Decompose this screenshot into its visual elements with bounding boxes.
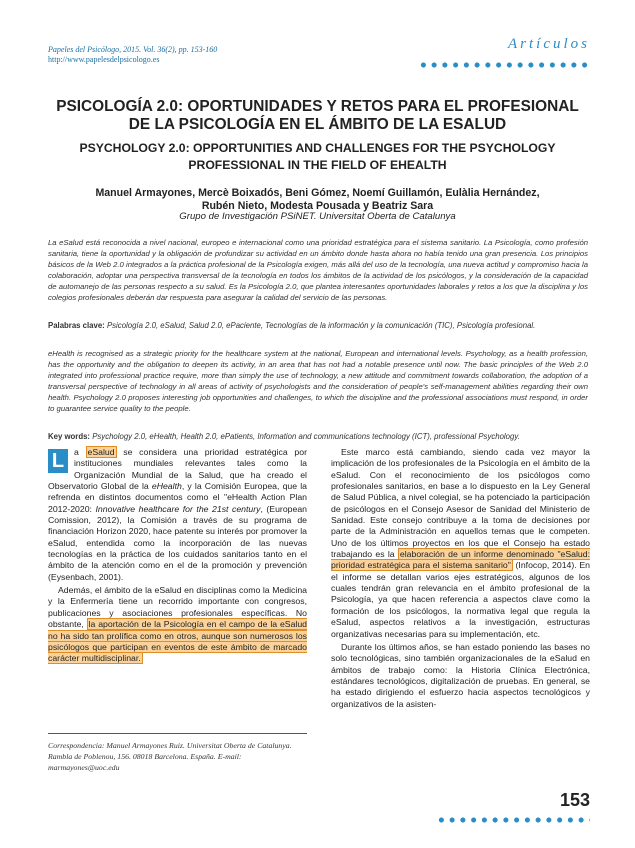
correspondence-label: Correspondencia: [48, 741, 105, 750]
text-run: , y la Comisión Europea, que la refrenda en distintos documentos como el "eHealth Action Plan 2012-2020: [48, 481, 307, 514]
abstract-english: eHealth is recognised as a strategic priority for the healthcare system at the national, European and international levels. Psychology, as a health profession, has the opportunity and the obligation to deepen its activity, in an area that has not had a notable presence until now. The basic principles of the Web 2.0 integrated into professional practice require, more than simply the use of technology, a new attitude and commitment towards collaboration, the adoption of a transversal perspective of technology in all areas of activity of psychologists and the consideration of people's self-management abilities regarding their own health. Psychology 2.0 proposes interesting job opportunities and challenges, to which the discipline and the professional associations must respond, in order to guarantee service quality to the people. [48, 349, 588, 413]
title-spanish [40, 98, 595, 134]
keywords-spanish-list: Psicología 2.0, eSalud, Salud 2.0, ePaciente, Tecnologías de la información y la comunicación (TIC), Psicología profesional. [104, 321, 536, 330]
title-spanish-line-2: DE LA PSICOLOGÍA EN EL ÁMBITO DE LA ESALUD [128, 116, 507, 133]
text-run: a [74, 447, 86, 457]
paragraph-2 [48, 585, 307, 664]
text-run-italic: eHealth [151, 481, 182, 492]
journal-citation: Papeles del Psicólogo, 2015. Vol. 36(2), pp. 153-160 [48, 45, 218, 54]
text-run: Además, el ámbito de la eSalud en disciplinas como la Medicina y la Enfermería tiene un recorrido importante con congresos, publicaciones y asociaciones profesionales específicas. No obstante, [48, 585, 307, 630]
keywords-spanish [48, 320, 588, 331]
decorative-dot-row-bottom [436, 817, 590, 823]
title-spanish-line-1: PSICOLOGÍA 2.0: OPORTUNIDADES Y RETOS PARA EL PROFESIONAL [56, 98, 579, 115]
highlight-annotation[interactable]: la aportación de la Psicología en el campo de la eSalud no ha sido tan prolífica como en otros, aunque son numerosos los psicólogos que participan en eventos de este ámbito de marcado carácter multidisciplinar. [48, 619, 307, 664]
body-column-right [331, 447, 590, 712]
body-column-left [48, 447, 307, 667]
correspondence-text: Manuel Armayones Ruiz. Universitat Oberta de Catalunya. Rambla de Poblenou, 156. 08018 Barcelona. España. E-mail: marmayones@uoc.edu [48, 741, 292, 772]
paragraph-4: Durante los últimos años, se han estado poniendo las bases no solo tecnológicas, sino también organizacionales de la eSalud en ámbitos de trabajo como: la Historia Clínica Electrónica, estándares tecnológicos, digitalización de pruebas. En general, se ha estado dirigiendo el esfuerzo hacia aspectos tecnológicos y organizativos de la asisten- [331, 641, 590, 709]
text-run: Este marco está cambiando, siendo cada vez mayor la implicación de los profesionales de la Psicología en el ámbito de la eSalud. Con el reconocimiento de los psicólogos como profesionales sanitarios, en base a lo dispuesto en la Ley General de Salud Pública, a nivel colegial, se ha potenciado la participación de psicólogos en el Consejo Asesor de Sanidad del Ministerio de Sanidad. Este consejo contribuye a la toma de decisiones por parte de la Administración en aquellos temas que le competen. Uno de los últimos proyectos en los que el Consejo ha estado trabajando es la [331, 447, 590, 560]
text-run: , (European Comission, 2012), la Comisión a través de su programa de financiación Horizon 2020, hace patente su interés por promover la eSalud, entendida como la incorporación de las nuevas tecnologías en la práctica de los cuidados sanitarios tanto en el ámbito de la atención como en el de la promoción y prevención (Eysenbach, 2001). [48, 503, 307, 582]
authors-line-2: Rubén Nieto, Modesta Pousada y Beatriz Sara [201, 200, 434, 212]
footnote-divider [48, 733, 307, 734]
correspondence-footnote [48, 740, 307, 773]
drop-cap: L [48, 449, 68, 473]
highlight-annotation[interactable]: elaboración de un informe denominado "eSalud: prioridad estratégica para el sistema sanitario" [331, 549, 590, 571]
journal-url-link[interactable]: http://www.papelesdelpsicologo.es [48, 55, 160, 64]
keywords-english [48, 431, 588, 442]
abstract-spanish: La eSalud está reconocida a nivel nacional, europeo e internacional como una prioridad estratégica para el sistema sanitario. La Psicología, como profesión sanitaria, tiene la oportunidad y la obligación de profundizar su actividad en un ámbito donde hasta ahora no había tenido una gran presencia. Los principios básicos de la Web 2.0 integrados a la práctica profesional de la Psicología exigen, más allá del uso de la tecnología, una nueva actitud y compromiso hacia la colaboración, adoptar una perspectiva transversal de la tecnología en todos los ámbitos de la actividad de los psicólogos, y la consideración de la capacidad de automanejo de las personas respecto a su salud. Es la Psicología 2.0, que plantea interesantes oportunidades laborales y retos a los que la disciplina y los colegios profesionales deberán dar respuesta para asegurar la calidad del servicio de las personas. [48, 238, 588, 302]
author-list [40, 187, 595, 213]
authors-line-1: Manuel Armayones, Mercè Boixadós, Beni Gómez, Noemí Guillamón, Eulàlia Hernández, [95, 187, 540, 199]
title-english [40, 140, 595, 174]
paragraph-1 [48, 447, 307, 583]
text-run: (Infocop, 2014). En el informe se detallan varios ejes estratégicos, algunos de los cuales tendrán gran relevancia en el ámbito profesional de la Psicología, ya que hacen referencia a aspectos clave como la formación de los psicólogos, la normativa legal que regula la eSalud, aspectos relativos a la investigación, estructuras organizativas necesarias para su implementación, etc. [331, 560, 590, 639]
text-run: se considera una prioridad estratégica por instituciones mundiales relevantes tales como la Organización Mundial de la Salud, que ha creado el Observatorio Global de la [48, 447, 307, 492]
affiliation: Grupo de Investigación PSiNET. Universitat Oberta de Catalunya [179, 211, 456, 222]
decorative-dot-row-top [418, 62, 590, 68]
title-english-line-2: PROFESSIONAL IN THE FIELD OF EHEALTH [188, 158, 447, 172]
section-label: Artículos [508, 36, 590, 52]
title-english-line-1: PSYCHOLOGY 2.0: OPPORTUNITIES AND CHALLENGES FOR THE PSYCHOLOGY [79, 141, 556, 155]
paragraph-3 [331, 447, 590, 640]
keywords-english-list: Psychology 2.0, eHealth, Health 2.0, ePatients, Information and communications technology (ICT), professional Psychology. [90, 432, 520, 441]
highlight-annotation[interactable]: eSalud [87, 447, 115, 457]
keywords-english-label: Key words: [48, 432, 91, 441]
keywords-spanish-label: Palabras clave: [48, 321, 105, 330]
page-number: 153 [559, 790, 590, 810]
text-run-italic: Innovative healthcare for the 21st century [95, 503, 261, 514]
